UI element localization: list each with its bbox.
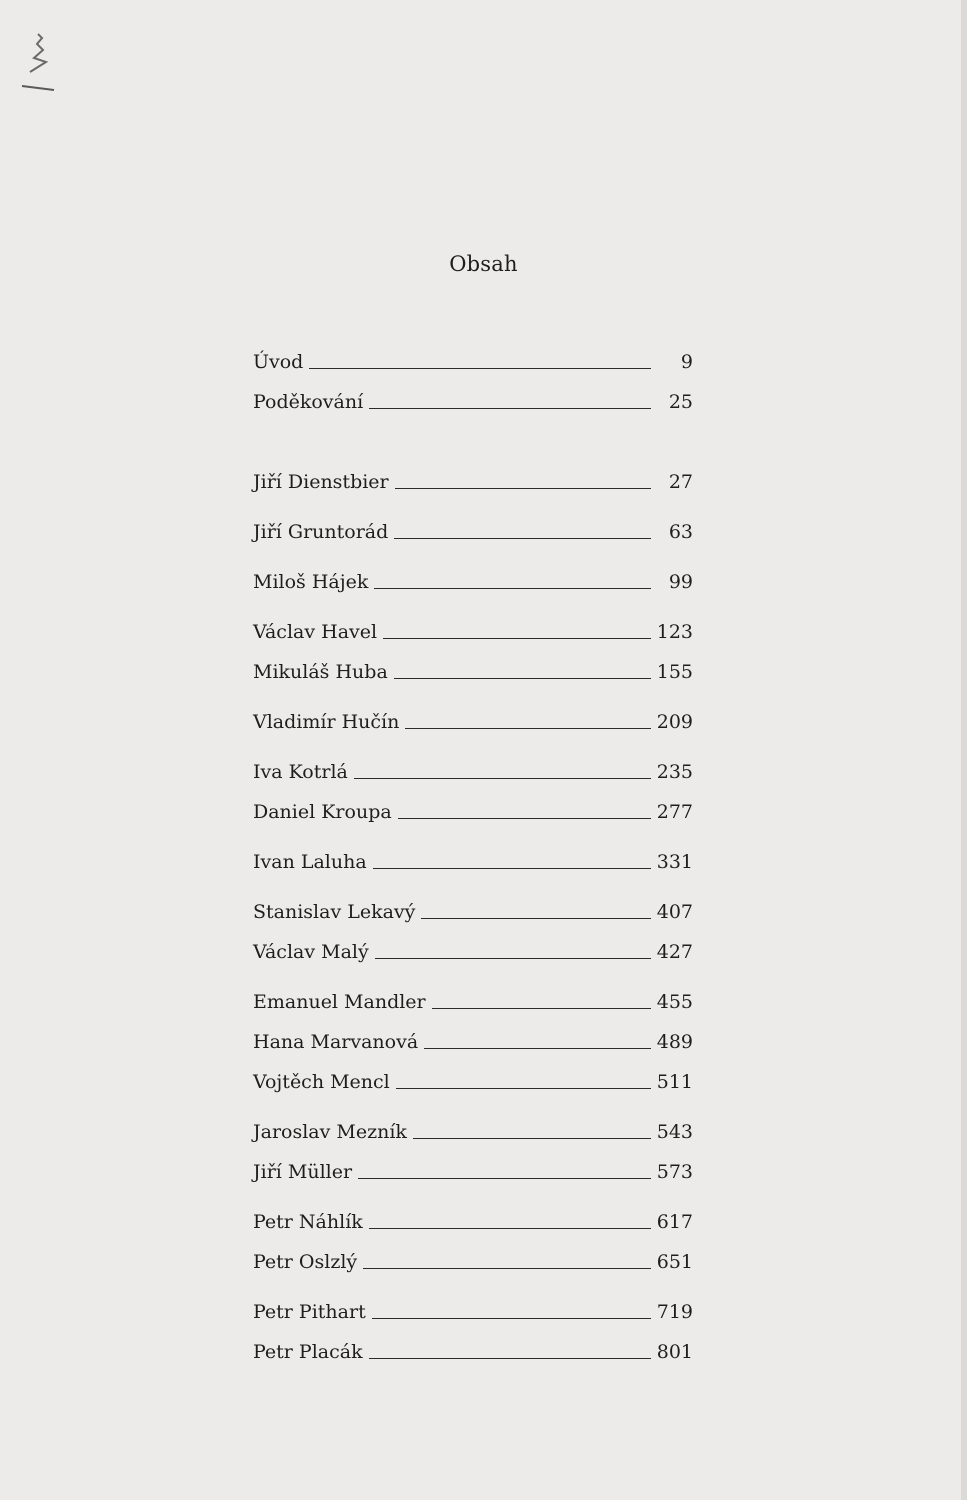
toc-entry: [253, 983, 693, 1013]
toc-entry-page: 455: [656, 991, 693, 1013]
toc-entry-label: Petr Pithart: [253, 1301, 366, 1323]
toc-entry-label: Petr Placák: [253, 1341, 363, 1363]
toc-entry-page: 573: [656, 1161, 693, 1183]
toc-entry: [253, 1293, 693, 1323]
toc-entry: [253, 1243, 693, 1273]
toc-leader-line: [398, 817, 651, 819]
toc-entry: [253, 513, 693, 543]
toc-leader-line: [309, 367, 651, 369]
toc-entry-page: 235: [656, 761, 693, 783]
toc-entry: [253, 933, 693, 963]
toc-leader-line: [369, 1227, 651, 1229]
toc-entry-page: 155: [656, 661, 693, 683]
toc-entry: [253, 463, 693, 493]
toc-leader-line: [369, 1357, 651, 1359]
toc-leader-line: [394, 537, 651, 539]
toc-entry-label: Stanislav Lekavý: [253, 901, 416, 923]
toc-entry-label: Petr Náhlík: [253, 1211, 363, 1233]
toc-entry-label: Ivan Laluha: [253, 851, 367, 873]
toc-entry-label: Václav Havel: [253, 621, 378, 643]
toc-entry: [253, 703, 693, 733]
toc-leader-line: [358, 1177, 651, 1179]
toc-leader-line: [421, 917, 651, 919]
toc-entry: [253, 343, 693, 373]
toc-leader-line: [413, 1137, 651, 1139]
toc-entry-page: 99: [668, 571, 693, 593]
toc-entry-label: Jiří Müller: [253, 1161, 353, 1183]
toc-entry-page: 543: [656, 1121, 693, 1143]
toc-leader-line: [383, 637, 651, 639]
toc-entry: [253, 1113, 693, 1143]
toc-entry: [253, 893, 693, 923]
toc-entry-label: Václav Malý: [253, 941, 369, 963]
toc-entry-page: 801: [656, 1341, 693, 1363]
toc-entry: [253, 1153, 693, 1183]
toc-entry: [253, 383, 693, 413]
toc-leader-line: [375, 957, 651, 959]
toc-leader-line: [354, 777, 651, 779]
toc-entry-label: Hana Marvanová: [253, 1031, 419, 1053]
toc-entry-page: 9: [680, 351, 693, 373]
toc-entry: [253, 1333, 693, 1363]
toc-entry-label: Iva Kotrlá: [253, 761, 348, 783]
toc-entry-label: Vladimír Hučín: [253, 711, 400, 733]
toc-entry-page: 719: [656, 1301, 693, 1323]
toc-entry-page: 209: [656, 711, 693, 733]
toc-entry-label: Jiří Dienstbier: [253, 471, 389, 493]
toc-entry-page: 123: [656, 621, 693, 643]
toc-leader-line: [369, 407, 651, 409]
toc-leader-line: [374, 587, 651, 589]
toc-entry-label: Petr Oslzlý: [253, 1251, 358, 1273]
toc-entry: [253, 1203, 693, 1233]
toc-entry-label: Jaroslav Mezník: [253, 1121, 407, 1143]
toc-entry: [253, 843, 693, 873]
ink-mark-icon: [20, 28, 60, 98]
toc-entry: [253, 793, 693, 823]
toc-leader-line: [363, 1267, 651, 1269]
toc-entry: [253, 1023, 693, 1053]
toc-entry-page: 489: [656, 1031, 693, 1053]
toc-entry-label: Miloš Hájek: [253, 571, 369, 593]
toc-leader-line: [432, 1007, 651, 1009]
page-edge: [961, 0, 967, 1500]
toc-leader-line: [372, 1317, 651, 1319]
toc-leader-line: [395, 487, 651, 489]
toc-entry-page: 651: [656, 1251, 693, 1273]
toc-title: Obsah: [449, 252, 518, 276]
toc-entry: [253, 653, 693, 683]
toc-leader-line: [424, 1047, 651, 1049]
toc-entry-label: Jiří Gruntorád: [253, 521, 389, 543]
toc-entry-page: 277: [656, 801, 693, 823]
toc-entry-label: Daniel Kroupa: [253, 801, 392, 823]
toc-entry-page: 511: [656, 1071, 693, 1093]
toc-entry-label: Úvod: [253, 351, 304, 373]
toc-entry: [253, 753, 693, 783]
toc-entry-label: Mikuláš Huba: [253, 661, 388, 683]
toc-entry-page: 25: [668, 391, 693, 413]
toc-entry-page: 407: [656, 901, 693, 923]
toc-leader-line: [396, 1087, 651, 1089]
toc-entry-page: 617: [656, 1211, 693, 1233]
toc-entry-label: Poděkování: [253, 391, 364, 413]
toc-entry: [253, 613, 693, 643]
toc-entry: [253, 1063, 693, 1093]
toc-entry: [253, 563, 693, 593]
toc-entry-page: 27: [668, 471, 693, 493]
toc-entry-page: 63: [668, 521, 693, 543]
toc-leader-line: [394, 677, 651, 679]
toc-entry-label: Emanuel Mandler: [253, 991, 426, 1013]
toc-entry-page: 331: [656, 851, 693, 873]
toc-entry-label: Vojtěch Mencl: [253, 1071, 390, 1093]
toc-entry-page: 427: [656, 941, 693, 963]
toc-leader-line: [405, 727, 651, 729]
toc-leader-line: [373, 867, 651, 869]
